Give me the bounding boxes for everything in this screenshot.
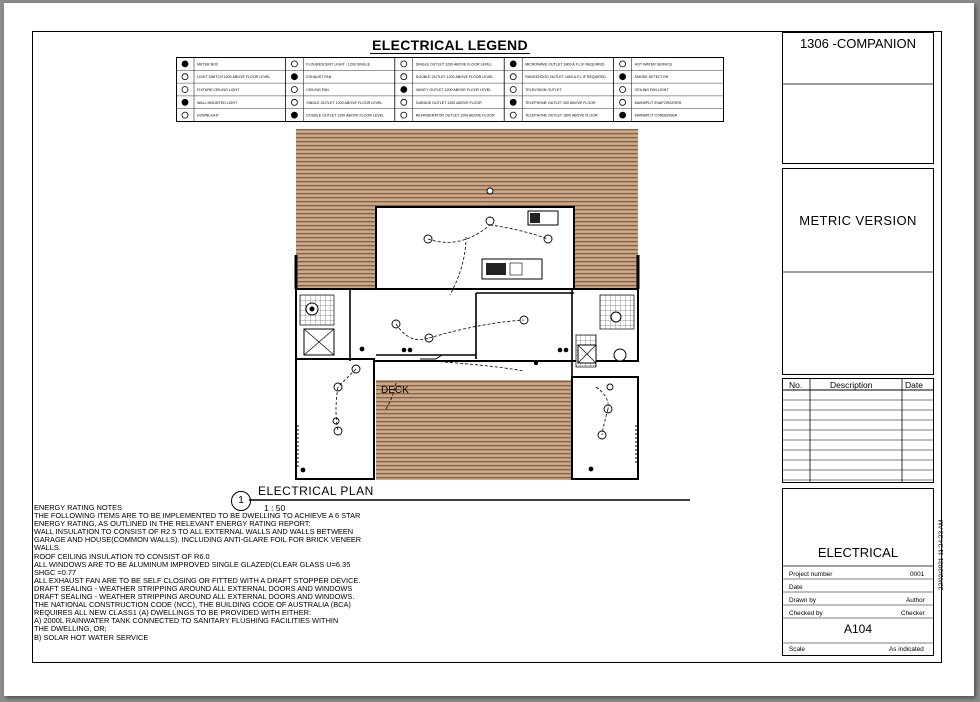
- scale-label: Scale: [789, 646, 805, 653]
- note-line: DRAFT SEALING - WEATHER STRIPPING AROUND ALL EXTERNAL DOORS AND WINDOWS.: [34, 592, 355, 602]
- legend-item-label: FLOURESCENT LIGHT - 1200 SINGLE: [306, 62, 370, 67]
- plan-title-underline: [249, 499, 691, 503]
- legend-symbol-icon: [182, 112, 188, 118]
- plan-scale: 1 : 50: [264, 503, 286, 513]
- legend-item-label: CEILING FAN: [306, 88, 329, 92]
- legend-item-label: METER BOX: [197, 62, 219, 67]
- project-name: 1306 -COMPANION: [799, 36, 917, 51]
- legend-item-label: VANITY OUTLET 1200 ABOVE FLOOR LEVEL: [415, 88, 492, 92]
- electrical-plan-drawing: [290, 125, 650, 483]
- legend-item-label: LIGHT SWITCH 1200 ABOVE FLOOR LEVEL: [197, 75, 271, 80]
- legend-item-label: HOT WATER SERVICE: [634, 62, 673, 67]
- view-number: 1: [231, 491, 251, 511]
- legend-symbol-icon: [401, 74, 407, 80]
- version-divider: [782, 168, 934, 375]
- rev-header-date: Date: [905, 380, 923, 390]
- legend-item-label: DOUBLE OUTLET 1200 ABOVE FLOOR LEVEL: [415, 75, 494, 80]
- note-line: ENERGY RATING, AS OUTLINED IN THE RELEVANT ENERGY RATING REPORT:: [34, 519, 311, 529]
- note-line: ROOF CEILING INSULATION TO CONSIST OF R6.0: [34, 551, 210, 561]
- legend-item-label: TELEVISION OUTLET: [525, 88, 562, 92]
- legend-symbol-icon: [401, 112, 407, 118]
- note-line: ALL WINDOWS ARE TO BE ALUMINUM IMPROVED SINGLE GLAZED(CLEAR GLASS U=6.35: [34, 559, 351, 569]
- legend-item-label: SINGLE OUTLET 1200 ABOVE FLOOR LEVEL: [415, 62, 492, 67]
- note-line: THE NATIONAL CONSTRUCTION CODE (NCC), THE BUILDING CODE OF AUSTRALIA (BCA): [34, 600, 351, 610]
- deck-label: DECK: [381, 385, 409, 396]
- legend-item-label: MAINSPLIT EVAPORATORS: [634, 100, 682, 105]
- legend-symbol-icon: [620, 74, 626, 80]
- revision-table: [782, 378, 934, 484]
- project-divider: [782, 32, 934, 164]
- legend-symbol-icon: [620, 87, 626, 93]
- legend-title: ELECTRICAL LEGEND: [372, 37, 528, 53]
- legend-symbol-icon: [291, 112, 297, 118]
- note-line: ENERGY RATING NOTES: [34, 503, 123, 512]
- scale-value: As indicated: [889, 646, 924, 653]
- note-line: SHGC =0.77: [34, 567, 77, 577]
- right-wing: [572, 377, 638, 479]
- legend-item-label: GARAGE OUTLET 1200 ABOVE FLOOR: [415, 100, 482, 105]
- legend-item-label: SINGLE OUTLET 1200 ABOVE FLOOR LEVEL: [306, 100, 383, 105]
- sheet-number: A104: [843, 622, 873, 636]
- legend-symbol-icon: [291, 87, 297, 93]
- drawn-by-value: Author: [906, 597, 925, 604]
- note-line: REQUIRES ALL NEW CLASS1 (A) DWELLINGS TO BE PROVIDED WITH EITHER:: [34, 608, 312, 618]
- note-line: WALLS.: [34, 543, 61, 553]
- note-line: THE FOLLOWING ITEMS ARE TO BE IMPLEMENTED TO BE DWELLING TO ACHIEVE A 6 STAR: [34, 511, 361, 521]
- legend-symbol-icon: [291, 74, 297, 80]
- note-line: GARAGE AND HOUSE(COMMON WALLS). INCLUDING ANTI-GLARE FOIL FOR BRICK VENEER: [34, 535, 362, 545]
- legend-item-label: MAINSPLIT CONDENSER: [634, 113, 678, 118]
- legend-symbol-icon: [510, 74, 516, 80]
- print-timestamp: 22/02/2021 11:24:23 AM: [938, 519, 945, 590]
- legend-symbol-icon: [510, 87, 516, 93]
- legend-item-label: EXHAUST FAN: [306, 75, 332, 80]
- plan-title: ELECTRICAL PLAN: [258, 484, 374, 498]
- sheet-name: ELECTRICAL: [817, 545, 899, 560]
- legend-item-label: REFRIGERATOR OUTLET 1200 ABOVE FLOOR: [415, 113, 495, 118]
- legend-symbol-icon: [510, 99, 516, 105]
- legend-item-label: SMOKE DETECTOR: [634, 75, 669, 80]
- legend-item-label: DOWNLIGHT: [197, 113, 219, 118]
- legend-item-label: RANGEHOOD OUTLET 1800 A.F.L IF REQUIRED: [525, 75, 606, 80]
- energy-rating-notes: [34, 504, 404, 642]
- project-number-value: 0001: [910, 571, 925, 578]
- date-label: Date: [789, 584, 803, 591]
- legend-symbol-icon: [401, 99, 407, 105]
- legend-item-label: DOUBLE OUTLET 1200 ABOVE FLOOR LEVEL: [306, 113, 385, 118]
- checked-by-value: Checker: [901, 610, 925, 617]
- legend-item-label: CEILING FAN LIGHT: [634, 88, 669, 92]
- legend-symbol-icon: [291, 61, 297, 67]
- legend-symbol-icon: [620, 99, 626, 105]
- legend-symbol-icon: [291, 99, 297, 105]
- legend-item-label: MICROWAVE OUTLET 1800 A.F.L IF REQUIRED: [525, 62, 605, 67]
- legend-symbol-icon: [182, 74, 188, 80]
- legend-item-label: FIXTURE CEILING LIGHT: [197, 88, 240, 92]
- electrical-legend-table: [176, 57, 724, 123]
- legend-symbol-icon: [401, 87, 407, 93]
- legend-symbol-icon: [182, 87, 188, 93]
- legend-item-label: WALL MOUNTED LIGHT: [197, 100, 238, 105]
- checked-by-label: Checked by: [789, 610, 823, 617]
- rev-header-description: Description: [830, 380, 873, 390]
- note-line: WALL INSULATION TO CONSIST OF R2.5 TO ALL EXTERNAL WALLS AND WALLS BETWEEN: [34, 527, 354, 537]
- legend-symbol-icon: [401, 61, 407, 67]
- legend-symbol-icon: [510, 61, 516, 67]
- legend-symbol-icon: [620, 61, 626, 67]
- legend-symbol-icon: [182, 61, 188, 67]
- metric-version: METRIC VERSION: [799, 213, 917, 228]
- legend-symbol-icon: [620, 112, 626, 118]
- rev-header-no: No.: [789, 380, 803, 390]
- note-line: B) SOLAR HOT WATER SERVICE: [34, 632, 149, 642]
- note-line: A) 2000L RAINWATER TANK CONNECTED TO SANITARY FLUSHING FACILITIES WITHIN: [34, 616, 339, 626]
- legend-item-label: TELEPHONE OUTLET 1800 ABOVE FLOOR: [525, 113, 598, 118]
- legend-symbol-icon: [510, 112, 516, 118]
- legend-item-label: TELEPHONE OUTLET 300 ABOVE FLOOR: [525, 100, 596, 105]
- note-line: ALL EXHAUST FAN ARE TO BE SELF CLOSING OR FITTED WITH A DRAFT STOPPER DEVICE.: [34, 575, 361, 585]
- drawn-by-label: Drawn by: [789, 597, 816, 604]
- project-number-label: Project number: [789, 571, 833, 578]
- note-line: DRAFT SEALING - WEATHER STRIPPING AROUND ALL EXTERNAL DOORS AND WINDOWS: [34, 583, 353, 593]
- legend-symbol-icon: [182, 99, 188, 105]
- note-line: THE DWELLING, OR;: [34, 624, 107, 634]
